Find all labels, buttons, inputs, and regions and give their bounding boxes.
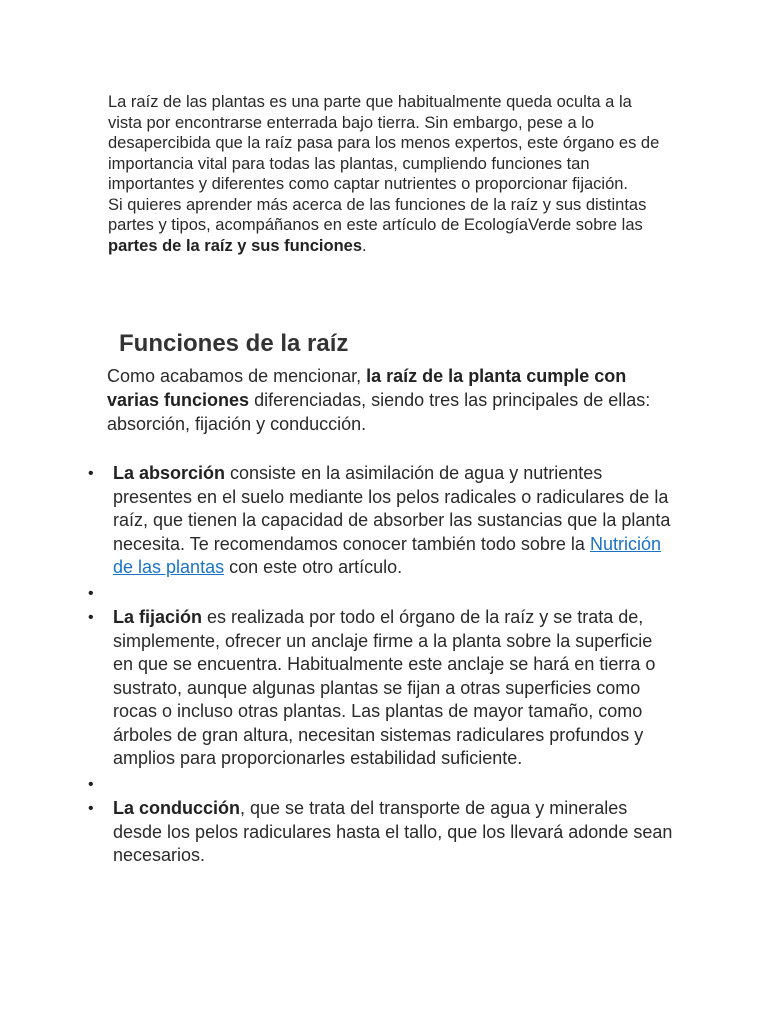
list-item-conduccion xyxy=(86,797,676,868)
bullet-icon: • xyxy=(88,609,94,626)
intro-p2-bold: partes de la raíz y sus funciones xyxy=(108,236,363,255)
bullet-icon: • xyxy=(88,800,94,817)
lead-bold: la raíz de la planta cumple con varias funciones xyxy=(107,366,627,410)
list-item-empty xyxy=(86,582,676,606)
list-item-fijacion xyxy=(86,606,676,771)
bullet-icon: • xyxy=(88,584,94,602)
fijacion-bold: La fijación xyxy=(113,607,203,627)
conduccion-text: , que se trata del transporte de agua y minerales desde los pelos radiculares hasta el tallo, que los llevará adonde sean necesarios. xyxy=(113,798,673,865)
functions-list xyxy=(86,462,676,868)
nutricion-plantas-link[interactable]: Nutrición de las plantas xyxy=(113,533,661,577)
intro-text xyxy=(108,92,668,256)
lead-text: Como acabamos de mencionar, xyxy=(107,366,367,386)
section-lead xyxy=(107,364,677,436)
intro-paragraph-1: La raíz de las plantas es una parte que habitualmente queda oculta a la vista por encontrarse enterrada bajo tierra. Sin embargo, pese a lo desapercibida que la raíz pasa para los menos expertos, este órgano es de importancia vital para todas las plantas, cumpliendo funciones tan importantes y diferentes como captar nutrientes o proporcionar fijación. xyxy=(108,93,660,193)
intro-p2-end: . xyxy=(362,236,367,255)
absorcion-text-end: con este otro artículo. xyxy=(224,557,403,577)
section-heading: Funciones de la raíz xyxy=(119,330,349,357)
list-item-absorcion xyxy=(86,462,676,580)
list-item-empty xyxy=(86,773,676,797)
intro-p2-text: Si quieres aprender más acerca de las funciones de la raíz y sus distintas partes y tipos, acompáñanos en este artículo de EcologíaVerde sobre las xyxy=(108,195,647,234)
fijacion-text: es realizada por todo el órgano de la raíz y se trata de, simplemente, ofrecer un anclaje firme a la planta sobre la superficie en que se encuentra. Habitualmente este anclaje se hará en tierra o sustrato, aunque algunas plantas se fijan a otras superficies como rocas o incluso otras plantas. Las plantas de mayor tamaño, como árboles de gran altura, necesitan sistemas radiculares profundos y amplios para proporcionarles estabilidad suficiente. xyxy=(113,607,656,768)
intro-paragraph-2 xyxy=(108,195,668,257)
absorcion-text: consiste en la asimilación de agua y nutrientes presentes en el suelo mediante los pelos radicales o radiculares de la raíz, que tienen la capacidad de absorber las sustancias que la planta necesita. Te recomendamos conocer también todo sobre la xyxy=(113,463,671,554)
lead-end: diferenciadas, siendo tres las principales de ellas: absorción, fijación y conducción. xyxy=(107,390,651,434)
bullet-icon: • xyxy=(88,465,94,482)
conduccion-bold: La conducción xyxy=(113,798,241,818)
bullet-icon: • xyxy=(88,775,94,793)
absorcion-bold: La absorción xyxy=(113,463,226,483)
